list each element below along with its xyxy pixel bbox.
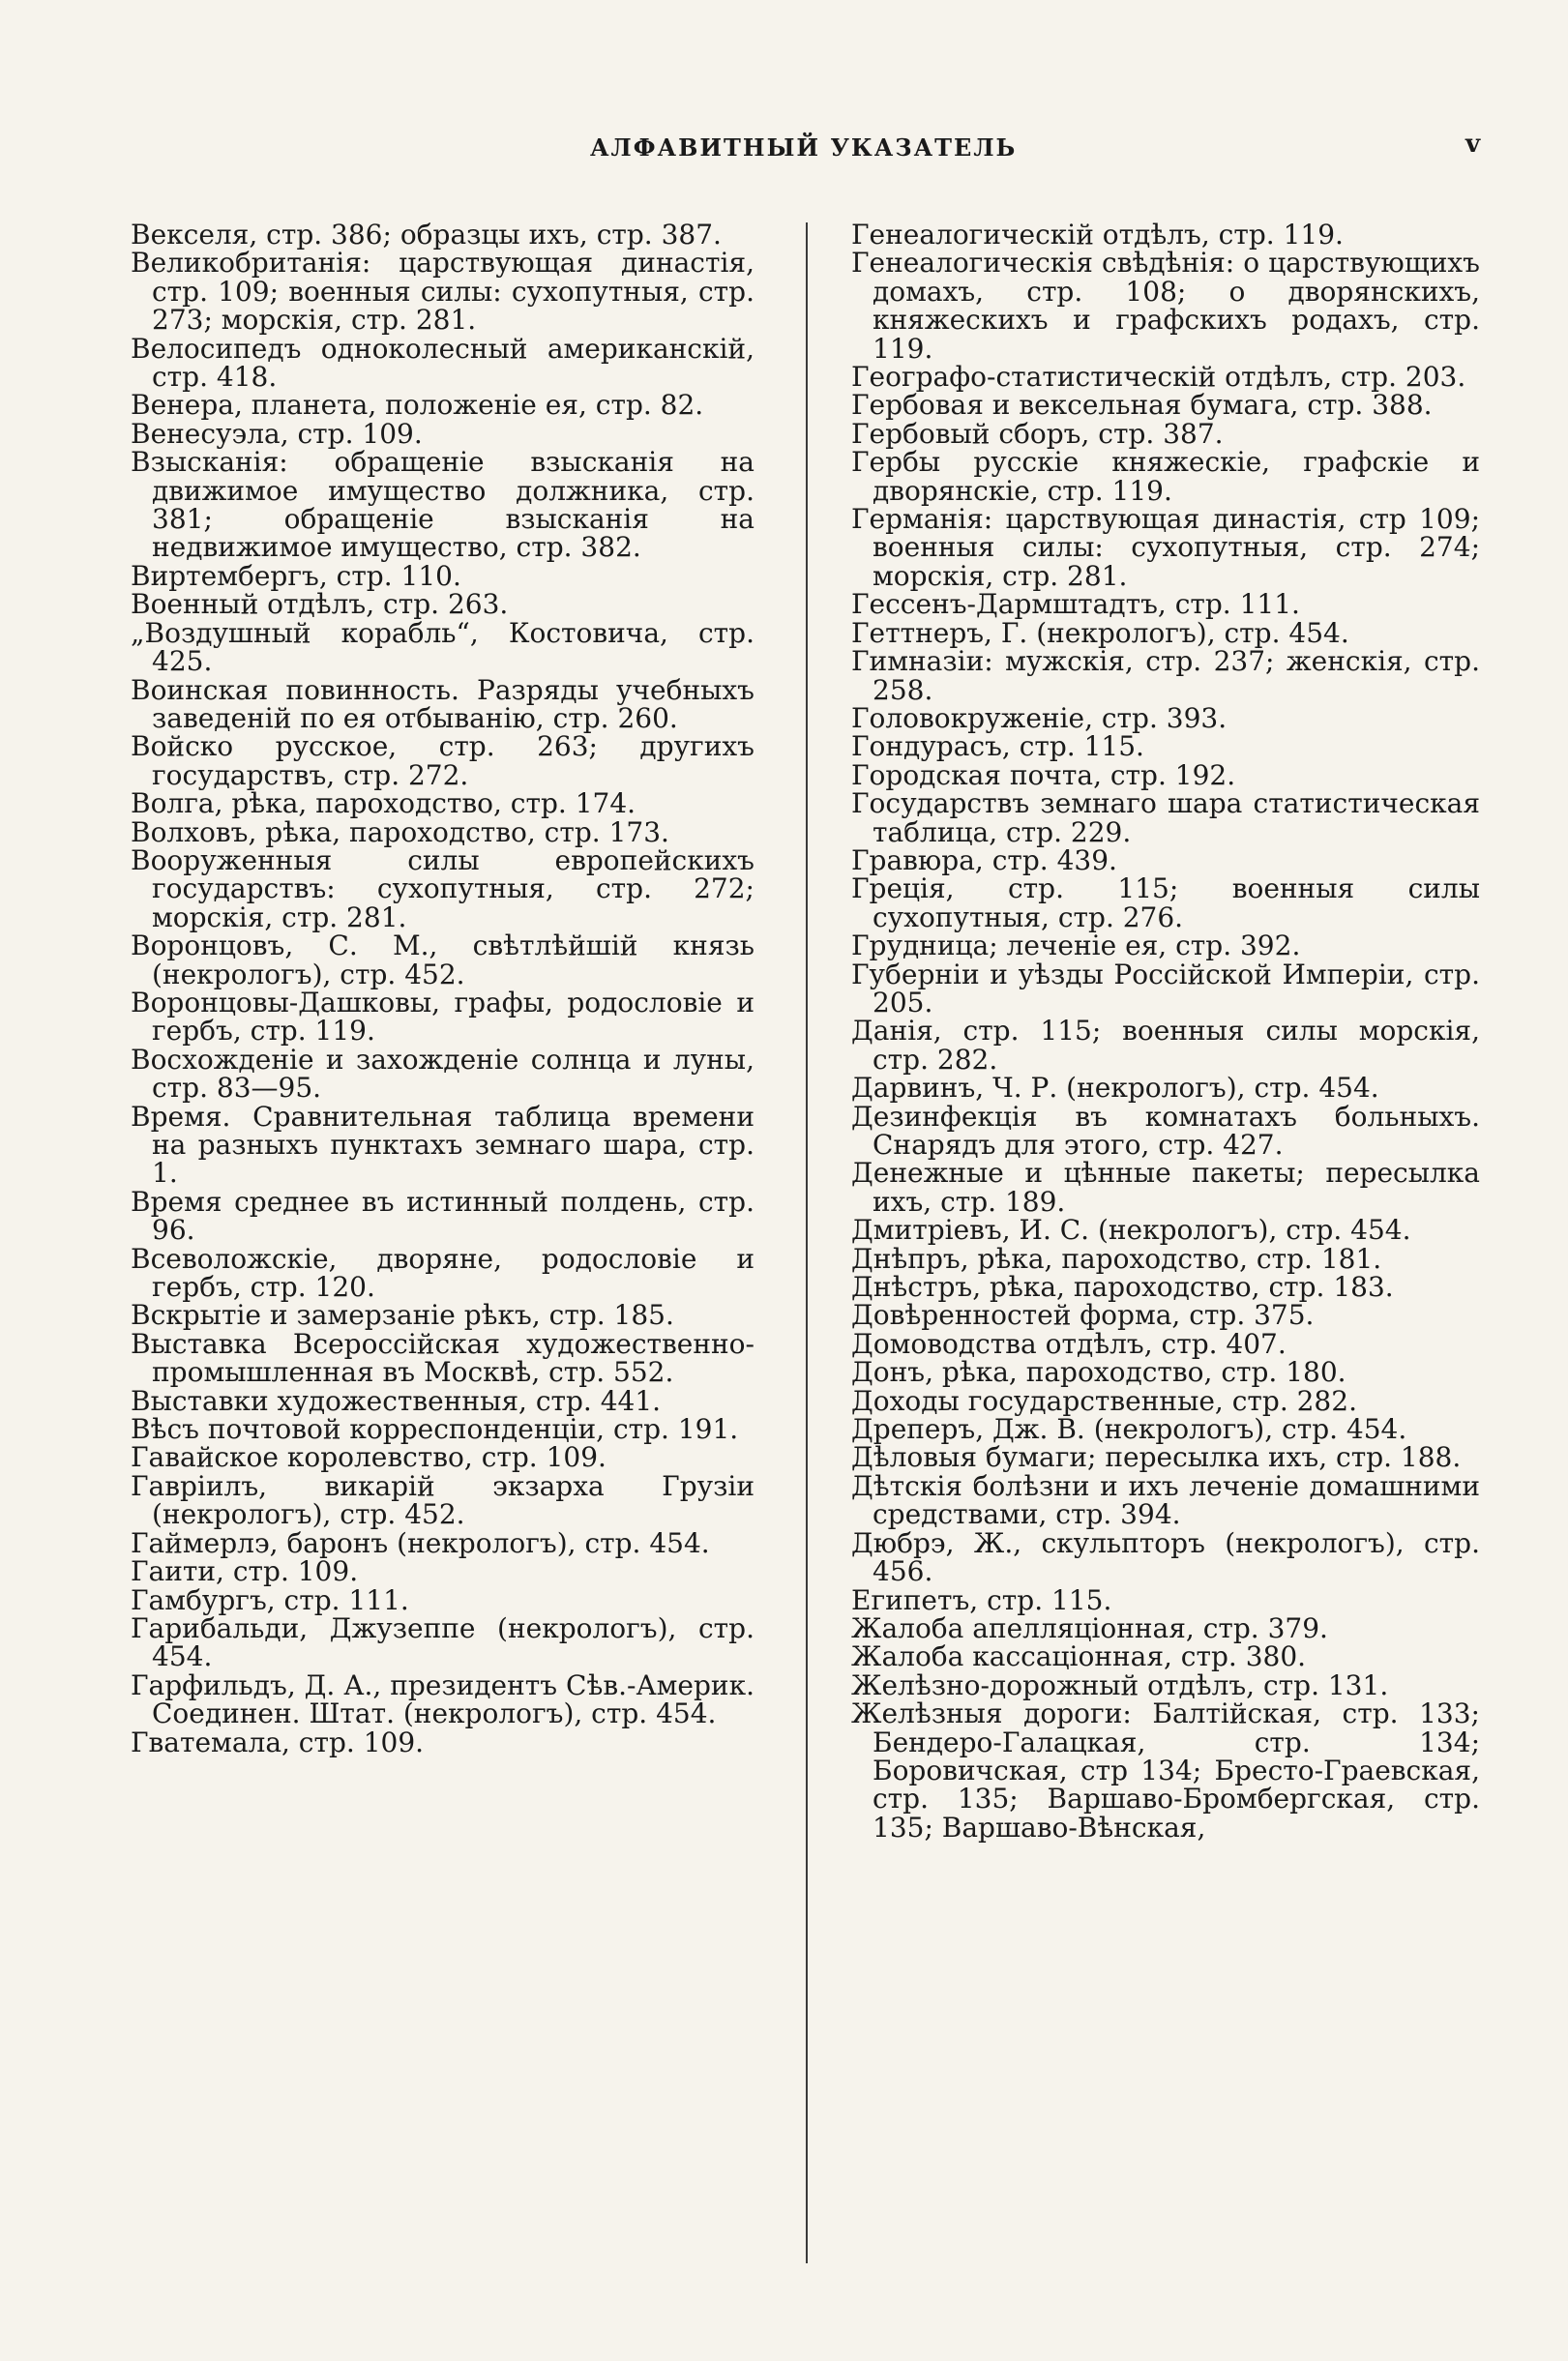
index-entry: Гимназіи: мужскія, стр. 237; женскія, стр. 258. xyxy=(851,645,1480,706)
index-entry: Жалоба апелляціонная, стр. 379. xyxy=(851,1611,1328,1644)
index-entry: Гавайское королевство, стр. 109. xyxy=(131,1441,606,1474)
index-entry: Денежные и цѣнные пакеты; пересылка ихъ, стр. 189. xyxy=(851,1157,1480,1218)
index-entry: Волховъ, рѣка, пароходство, стр. 173. xyxy=(131,815,669,848)
index-entry: Гондурасъ, стр. 115. xyxy=(851,730,1144,763)
index-entry: Великобританія: царствующая династія, стр. 109; военныя силы: сухопутныя, стр. 273; морскія, стр. 281. xyxy=(131,247,754,337)
index-entry: Гаити, стр. 109. xyxy=(131,1555,359,1588)
index-entry: Венера, планета, положеніе ея, стр. 82. xyxy=(131,389,704,422)
index-entry: Дезинфекція въ комнатахъ больныхъ. Снарядъ для этого, стр. 427. xyxy=(851,1100,1480,1161)
index-entry: Гербовый сборъ, стр. 387. xyxy=(851,417,1224,450)
index-entry: Воинская повинность. Разряды учебныхъ заведеній по ея отбыванію, стр. 260. xyxy=(131,673,754,734)
index-entry: Гербы русскіе княжескіе, графскіе и дворянскіе, стр. 119. xyxy=(851,446,1480,507)
index-entry: Векселя, стр. 386; образцы ихъ, стр. 387. xyxy=(131,219,722,251)
index-entry: Домоводства отдѣлъ, стр. 407. xyxy=(851,1327,1287,1360)
index-entry: Государствъ земнаго шара статистическая таблица, стр. 229. xyxy=(851,787,1480,848)
index-entry: Выставки художественныя, стр. 441. xyxy=(131,1384,662,1417)
index-entry: Дюбрэ, Ж., скульпторъ (некрологъ), стр. 456. xyxy=(851,1526,1480,1588)
index-entry: Донъ, рѣка, пароходство, стр. 180. xyxy=(851,1356,1346,1389)
index-entry: Воронцовъ, С. М., свѣтлѣйшій князь (некрологъ), стр. 452. xyxy=(131,930,754,990)
index-entry: Дарвинъ, Ч. Р. (некрологъ), стр. 454. xyxy=(851,1072,1379,1105)
index-entry: Днѣстръ, рѣка, пароходство, стр. 183. xyxy=(851,1271,1394,1304)
index-entry: Гватемала, стр. 109. xyxy=(131,1726,425,1758)
index-entry: Головокруженіе, стр. 393. xyxy=(851,701,1228,734)
index-entry: Время среднее въ истинный полдень, стр. 96. xyxy=(131,1185,754,1247)
index-entry: Вѣсъ почтовой корреспонденціи, стр. 191. xyxy=(131,1413,739,1446)
index-entry: Желѣзныя дороги: Балтійская, стр. 133; Бендеро-Галацкая, стр. 134; Боровичская, стр 134; Бресто-Граевская, стр. 135; Варшаво-Бромбергская, стр. 135; Варшаво-Вѣнская, xyxy=(851,1697,1480,1844)
index-entry: Дѣтскія болѣзни и ихъ леченіе домашними средствами, стр. 394. xyxy=(851,1469,1480,1531)
left-column xyxy=(131,221,754,1756)
index-entry: Гарибальди, Джузеппе (некрологъ), стр. 454. xyxy=(131,1611,754,1673)
page-title: АЛФАВИТНЫЙ УКАЗАТЕЛЬ xyxy=(590,133,1018,162)
index-entry: Гамбургъ, стр. 111. xyxy=(131,1583,409,1616)
index-entry: Гарфильдъ, Д. А., президентъ Сѣв.-Америк. Соединен. Штат. (некрологъ), стр. 454. xyxy=(131,1668,754,1730)
index-entry: Волга, рѣка, пароходство, стр. 174. xyxy=(131,787,636,820)
index-entry: Виртембергъ, стр. 110. xyxy=(131,559,461,592)
index-entry: Венесуэла, стр. 109. xyxy=(131,417,423,450)
index-entry: Вскрытіе и замерзаніе рѣкъ, стр. 185. xyxy=(131,1299,674,1332)
index-entry: Велосипедъ одноколесный американскій, стр. 418. xyxy=(131,332,754,394)
index-entry: Греція, стр. 115; военныя силы сухопутныя, стр. 276. xyxy=(851,872,1480,933)
index-entry: Вооруженныя силы европейскихъ государствъ: сухопутныя, стр. 272; морскія, стр. 281. xyxy=(131,843,754,933)
column-divider xyxy=(806,222,808,2263)
index-entry: Жалоба кассаціонная, стр. 380. xyxy=(851,1640,1307,1673)
index-entry: Гравюра, стр. 439. xyxy=(851,843,1117,876)
page-number: v xyxy=(1465,130,1481,159)
index-entry: Желѣзно-дорожный отдѣлъ, стр. 131. xyxy=(851,1668,1389,1701)
index-entry: Генеалогическій отдѣлъ, стр. 119. xyxy=(851,219,1344,251)
index-entry: Губерніи и уѣзды Россійской Имперіи, стр. 205. xyxy=(851,958,1480,1018)
index-entry: Войско русское, стр. 263; другихъ государствъ, стр. 272. xyxy=(131,730,754,791)
index-entry: Гаймерлэ, баронъ (некрологъ), стр. 454. xyxy=(131,1526,710,1559)
index-entry: Географо-статистическій отдѣлъ, стр. 203. xyxy=(851,361,1466,394)
index-entry: Гессенъ-Дармштадтъ, стр. 111. xyxy=(851,588,1300,621)
index-entry: Городская почта, стр. 192. xyxy=(851,758,1236,791)
index-entry: Дреперъ, Дж. В. (некрологъ), стр. 454. xyxy=(851,1413,1407,1446)
page-header xyxy=(0,130,1568,172)
index-entry: Египетъ, стр. 115. xyxy=(851,1583,1112,1616)
index-entry: Германія: царствующая династія, стр 109; военныя силы: сухопутныя, стр. 274; морскія, стр. 281. xyxy=(851,503,1480,592)
right-column xyxy=(851,221,1480,1842)
index-entry: Взысканія: обращеніе взысканія на движимое имущество должника, стр. 381; обращеніе взысканія на недвижимое имущество, стр. 382. xyxy=(131,446,754,564)
index-entry: Геттнеръ, Г. (некрологъ), стр. 454. xyxy=(851,616,1349,649)
index-entry: Всеволожскіе, дворяне, родословіе и гербъ, стр. 120. xyxy=(131,1242,754,1304)
index-entry: Довѣренностей форма, стр. 375. xyxy=(851,1299,1315,1332)
index-entry: Данія, стр. 115; военныя силы морскія, стр. 282. xyxy=(851,1015,1480,1076)
index-entry: Гербовая и вексельная бумага, стр. 388. xyxy=(851,389,1433,422)
index-entry: Дѣловыя бумаги; пересылка ихъ, стр. 188. xyxy=(851,1441,1462,1474)
index-entry: Дмитріевъ, И. С. (некрологъ), стр. 454. xyxy=(851,1214,1411,1247)
index-entry: Гавріилъ, викарій экзарха Грузіи (некрологъ), стр. 452. xyxy=(131,1469,754,1531)
index-entry: Воронцовы-Дашковы, графы, родословіе и гербъ, стр. 119. xyxy=(131,986,754,1048)
index-entry: Выставка Всероссійская художественно-промышленная въ Москвѣ, стр. 552. xyxy=(131,1327,754,1389)
index-entry: Генеалогическія свѣдѣнія: о царствующихъ домахъ, стр. 108; о дворянскихъ, княжескихъ и графскихъ родахъ, стр. 119. xyxy=(851,247,1480,365)
index-entry: Доходы государственные, стр. 282. xyxy=(851,1384,1357,1417)
index-entry: Время. Сравнительная таблица времени на разныхъ пунктахъ земнаго шара, стр. 1. xyxy=(131,1100,754,1190)
index-entry: Днѣпръ, рѣка, пароходство, стр. 181. xyxy=(851,1242,1382,1275)
index-entry: Грудница; леченіе ея, стр. 392. xyxy=(851,930,1301,962)
index-entry: Восхожденіе и захожденіе солнца и луны, стр. 83—95. xyxy=(131,1043,754,1105)
index-entry: „Воздушный корабль“, Костовича, стр. 425. xyxy=(131,616,754,678)
index-entry: Военный отдѣлъ, стр. 263. xyxy=(131,588,509,621)
